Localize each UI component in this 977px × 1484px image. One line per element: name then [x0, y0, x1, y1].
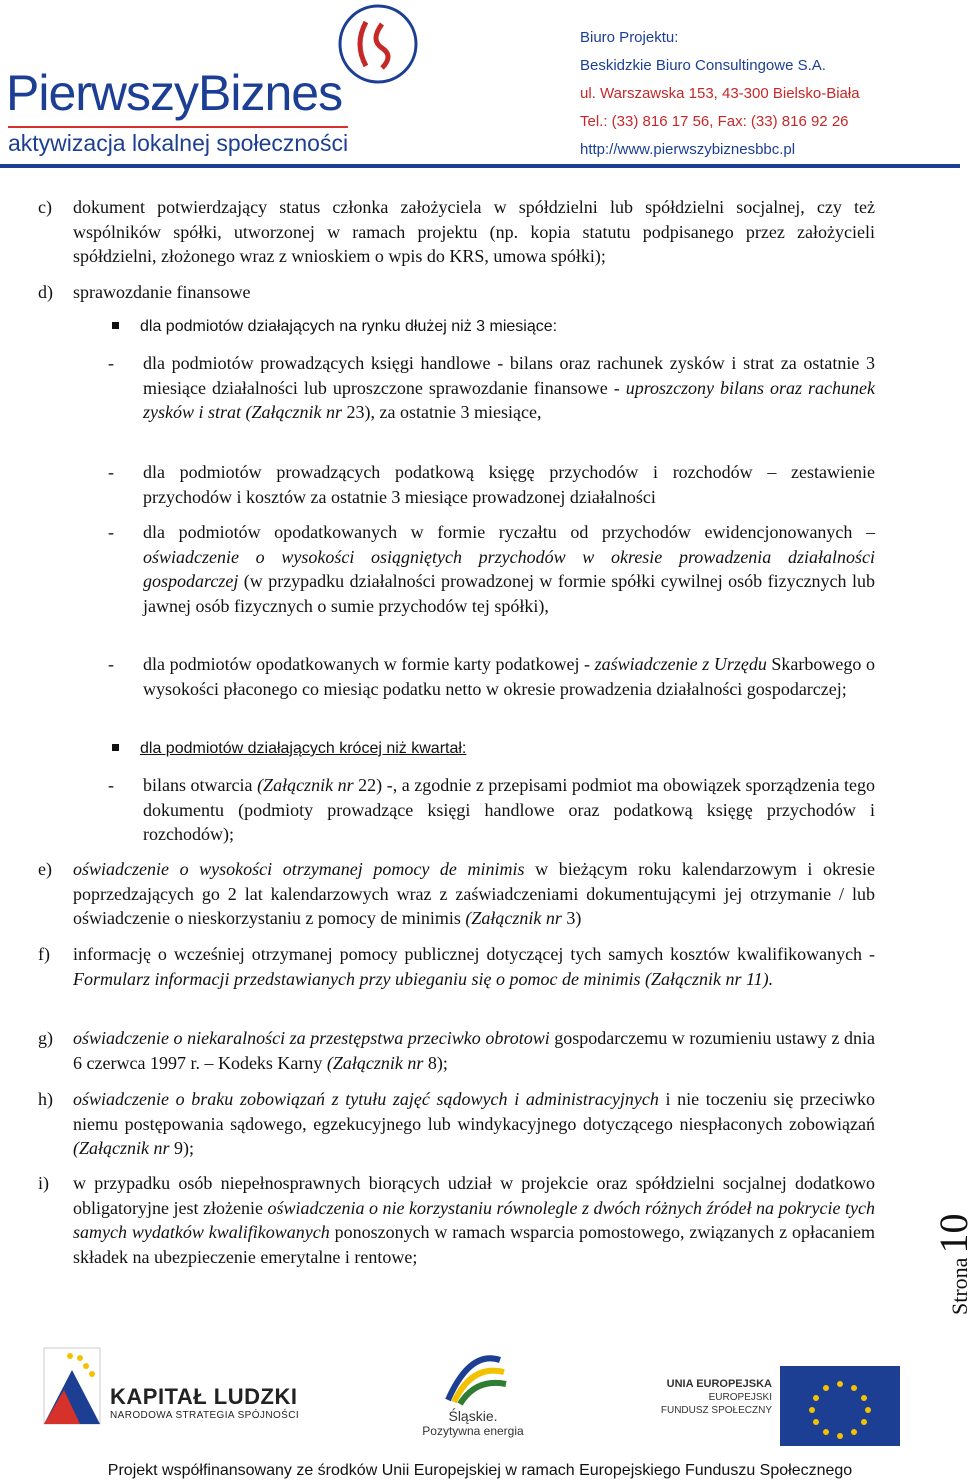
contact-block [580, 24, 960, 164]
group2-heading: dla podmiotów działających krócej niż kwartał: [140, 740, 467, 757]
bullet-dash: - [108, 654, 114, 674]
kapital-ludzki-text [110, 1384, 299, 1421]
header-divider [0, 164, 960, 168]
item-c-marker: c) [38, 197, 52, 217]
group1-item-3: dla podmiotów opodatkowanych w formie ryczałtu od przychodów ewidencjonowanych – oświadczenie o wysokości osiągniętych przychodów w okresie prowadzenia działalności gospodarczej (w przypadku działalności prowadzonej w formie spółki cywilnej osób fizycznych lub jawnej osób fizycznych o sumie przychodów tej spółki), [143, 522, 875, 616]
slaskie-logo-icon [448, 1358, 506, 1404]
contact-office-label: Biuro Projektu: [580, 29, 679, 46]
item-i-marker: i) [38, 1173, 49, 1193]
kapital-ludzki-logo-icon [44, 1348, 100, 1424]
group1-item-1: dla podmiotów prowadzących księgi handlowe - bilans oraz rachunek zysków i strat za ostatnie 3 miesiące działalności lub uproszczone sprawozdanie finansowe - uproszczony bilans oraz rachunek zysków i strat (Załącznik nr 23), za ostatnie 3 miesiące, [143, 353, 875, 422]
sl-title: Śląskie. [448, 1408, 498, 1424]
eu-line-2: EUROPEJSKI [708, 1392, 772, 1403]
bullet-dash: - [108, 462, 114, 482]
contact-website-link[interactable]: http://www.pierwszybiznesbbc.pl [580, 141, 796, 158]
page-label: Strona [947, 1257, 972, 1315]
eu-flag-icon [780, 1366, 900, 1446]
brand-logo-text: PierwszyBiznes [6, 65, 343, 121]
contact-phone: Tel.: (33) 816 17 56, Fax: (33) 816 92 26 [580, 113, 849, 130]
item-h-marker: h) [38, 1089, 53, 1109]
item-f-text: informację o wcześniej otrzymanej pomocy publicznej dotyczącej tych samych kosztów kwalifikowanych - Formularz informacji przedstawianych przy ubieganiu się o pomoc de minimis (Załącznik nr 11). [73, 944, 875, 989]
contact-address: ul. Warszawska 153, 43-300 Bielsko-Biała [580, 85, 860, 102]
group2-item-1: bilans otwarcia (Załącznik nr 22) -, a zgodnie z przepisami podmiot ma obowiązek sporządzenia tego dokumentu (podmioty prowadzące księgi handlowe oraz podatkową księgę przychodów i rozchodów); [143, 775, 875, 844]
item-e-marker: e) [38, 859, 52, 879]
eu-text [660, 1378, 772, 1417]
square-bullet-icon [112, 744, 119, 751]
item-c-text: dokument potwierdzający status członka założyciela w spółdzielni lub spółdzielni socjalnej, czy też wspólników spółki, utworzonej w ramach projektu (np. kopia statutu podpisanego przez założycieli spółdzielni, złożonego wraz z wnioskiem o wpis do KRS, umowa spółki); [73, 197, 875, 266]
brand-divider [8, 126, 348, 128]
item-i-text: w przypadku osób niepełnosprawnych biorących udział w projekcie oraz spółdzielni socjalnej dodatkowo obligatoryjne jest złożenie oświadczenia o nie korzystaniu równolegle z dwóch różnych źródeł na pokrycie tych samych wydatków kwalifikowanych ponoszonych w ramach wsparcia pomostowego, związanych z opłacaniem składek na ubezpieczenie emerytalne i rentowe; [73, 1173, 875, 1267]
bbc-logo-icon [336, 2, 420, 86]
item-f-marker: f) [38, 944, 50, 964]
item-e-text: oświadczenie o wysokości otrzymanej pomocy de minimis w bieżącym roku kalendarzowym i okresie poprzedzających go 2 lat kalendarzowych wraz z zaświadczeniami dokumentującymi jej otrzymanie / lub oświadczenie o nieskorzystaniu z pomocy de minimis (Załącznik nr 3) [73, 859, 876, 928]
item-d-text: sprawozdanie finansowe [73, 282, 251, 302]
group1-item-2: dla podmiotów prowadzących podatkową księgę przychodów i rozchodów – zestawienie przychodów i kosztów za ostatnie 3 miesiące prowadzonej działalności [143, 462, 875, 507]
bullet-dash: - [108, 522, 114, 542]
eu-line-1: UNIA EUROPEJSKA [666, 1378, 772, 1390]
kl-subtitle: NARODOWA STRATEGIA SPÓJNOŚCI [110, 1410, 300, 1421]
bullet-dash: - [108, 353, 114, 373]
square-bullet-icon [112, 322, 119, 329]
contact-company: Beskidzkie Biuro Consultingowe S.A. [580, 57, 826, 74]
item-g-text: oświadczenie o niekaralności za przestępstwa przeciwko obrotowi gospodarczemu w rozumieniu ustawy z dnia 6 czerwca 1997 r. – Kodeks Karny (Załącznik nr 8); [73, 1028, 875, 1073]
group1-item-4: dla podmiotów opodatkowanych w formie karty podatkowej - zaświadczenie z Urzędu Skarbowego o wysokości płaconego co miesiąc podatku netto w okresie prowadzenia działalności gospodarczej; [143, 654, 875, 699]
page-number-value: 10 [931, 1213, 976, 1254]
footer-cofinancing-note: Projekt współfinansowany ze środków Unii Europejskiej w ramach Europejskiego Funduszu Społecznego [107, 1462, 853, 1479]
brand-tagline: aktywizacja lokalnej społeczności [8, 130, 349, 156]
eu-line-3: FUNDUSZ SPOŁECZNY [660, 1405, 772, 1416]
item-d-marker: d) [38, 282, 53, 302]
sl-subtitle: Pozytywna energia [422, 1424, 524, 1438]
item-g-marker: g) [38, 1028, 53, 1048]
page-number [900, 1195, 976, 1315]
kl-title: KAPITAŁ LUDZKI [110, 1384, 298, 1409]
item-h-text: oświadczenie o braku zobowiązań z tytułu zajęć sądowych i administracyjnych i nie toczeniu się przeciwko niemu postępowania sądowego, egzekucyjnego lub windykacyjnego dotyczącego niespłaconych zobowiązań (Załącznik nr 9); [73, 1089, 876, 1158]
slaskie-text [418, 1408, 528, 1438]
group1-heading: dla podmiotów działających na rynku dłużej niż 3 miesiące: [140, 318, 558, 335]
bullet-dash: - [108, 775, 114, 795]
